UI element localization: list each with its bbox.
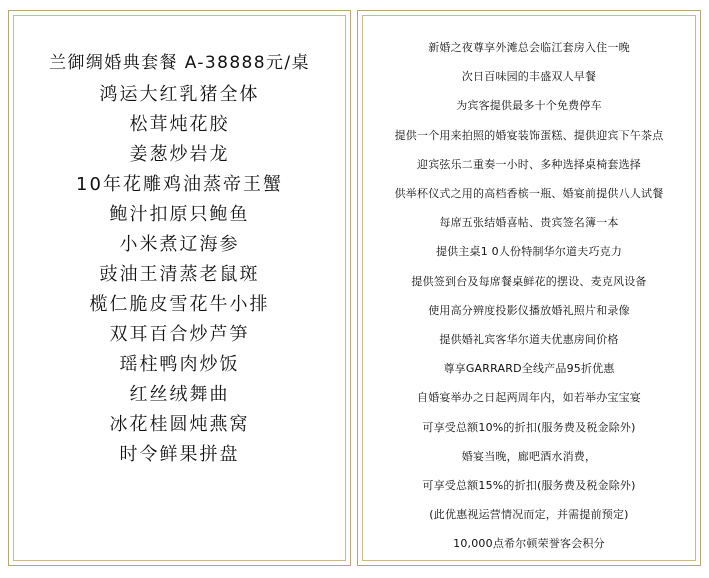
menu-panel [8, 10, 351, 566]
benefit-item: 婚宴当晚，廊吧酒水消费， [461, 449, 597, 463]
menu-content [9, 49, 350, 470]
benefit-item: 每席五张结婚喜帖、贵宾签名簿一本 [439, 216, 619, 230]
dish-item: 豉油王清蒸老鼠斑 [99, 264, 260, 285]
benefit-item: 供举杯仪式之用的高档香槟一瓶、婚宴前提供八人试餐 [394, 187, 664, 201]
dish-item: 姜葱炒岩龙 [129, 144, 230, 165]
dish-item: 鲍汁扣原只鲍鱼 [109, 204, 250, 225]
dish-item: 冰花桂圆炖燕窝 [109, 414, 250, 435]
benefit-item: 为宾客提供最多十个免费停车 [456, 99, 602, 113]
benefit-item: 迎宾弦乐二重奏一小时、多种选择桌椅套选择 [417, 157, 641, 171]
dish-item: 鸿运大红乳猪全体 [99, 84, 260, 105]
dish-list [9, 80, 350, 470]
benefit-item: 可享受总额15%的折扣(服务费及税金除外) [422, 479, 636, 493]
dish-item: 双耳百合炒芦笋 [109, 324, 250, 345]
dish-item: 10年花雕鸡油蒸帝王蟹 [76, 174, 283, 195]
benefit-item: 提供签到台及每席餐桌鲜花的摆设、麦克风设备 [411, 274, 647, 288]
benefit-item: 提供一个用来拍照的婚宴装饰蛋糕、提供迎宾下午茶点 [394, 128, 664, 142]
dish-item: 松茸炖花胶 [129, 114, 230, 135]
benefit-item: 可享受总额10%的折扣(服务费及税金除外) [422, 420, 636, 434]
benefits-list [358, 33, 700, 559]
benefit-item: 提供婚礼宾客华尔道夫优惠房间价格 [439, 333, 619, 347]
benefit-item: 10,000点希尔顿荣誉客会积分 [453, 537, 605, 551]
benefit-item: 尊享GARRARD全线产品95折优惠 [443, 362, 615, 376]
dish-item: 小米煮辽海参 [119, 234, 240, 255]
benefit-item: 自婚宴举办之日起两周年内，如若举办宝宝宴 [417, 391, 641, 405]
benefit-item: 使用高分辨度投影仪播放婚礼照片和录像 [428, 303, 630, 317]
benefit-item: (此优惠视运营情况而定，并需提前预定) [429, 508, 629, 522]
dish-item: 红丝绒舞曲 [129, 384, 230, 405]
dish-item: 瑶柱鸭肉炒饭 [119, 354, 240, 375]
dish-item: 时令鲜果拼盘 [119, 444, 240, 465]
dish-item: 榄仁脆皮雪花牛小排 [89, 294, 270, 315]
benefit-item: 新婚之夜尊享外滩总会临江套房入住一晚 [428, 41, 630, 54]
menu-title: 兰御绸婚典套餐 A-38888元/桌 [49, 53, 310, 73]
benefits-panel [357, 10, 701, 566]
benefit-item: 提供主桌1 0人份特制华尔道夫巧克力 [435, 245, 623, 259]
benefit-item: 次日百味园的丰盛双人早餐 [461, 70, 597, 84]
